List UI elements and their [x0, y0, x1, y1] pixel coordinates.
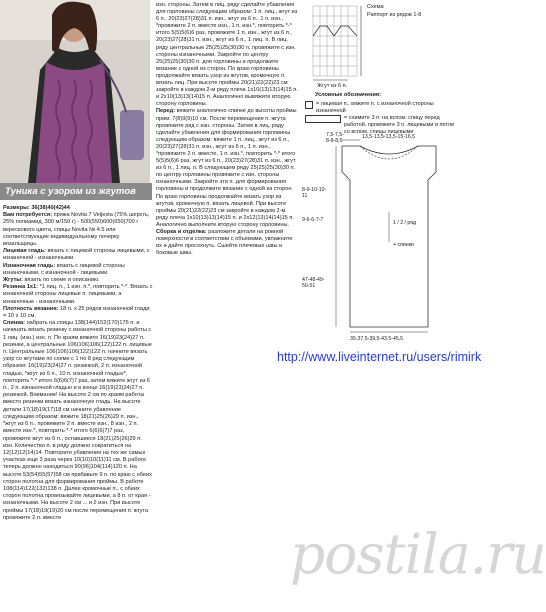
materials-head: Вам потребуется:: [3, 212, 53, 219]
rib-paragraph: [3, 284, 153, 306]
materials-text: пряжа Novita 7 Veljesta (75% шерсть, 25% полиамид, 300 м/150 г) - 500(550)600(650)700 г верескового цвета, спицы Novita № 4.5 или соответствующие индивидуальному почерку вязальщицы.: [3, 212, 150, 248]
assembly-paragraph: [156, 229, 298, 257]
reverse-stockinette-text: вязать с лицевой стороны изнаночными, с изнаночной - лицевыми.: [3, 262, 125, 276]
page-title: Туника с узором из жгутов: [5, 186, 136, 197]
rib-text: *1 лиц. п., 1 изн. п.*, повторить *-*. Вязать с изнаночной стороны лицевые п. лицевыми, а изнаночные - изнаночными.: [3, 284, 153, 305]
legend-item-knit-text: = лицевая п., вяжите п. с изнаночной стороны изнаночной: [316, 100, 434, 114]
source-link[interactable]: http://www.liveinternet.ru/users/rimirk: [277, 350, 482, 364]
legend-head: Условные обозначения:: [315, 92, 381, 98]
schema-top-dims: 7,5-7,5-8-8-8,5: [326, 132, 344, 144]
cables-head: Жгуты:: [3, 277, 23, 284]
title-bar: [0, 183, 152, 200]
stockinette-text: вязать с лицевой стороны лицевыми, с изнаночной - изнаночными.: [3, 248, 150, 262]
front-paragraph: [156, 108, 298, 229]
sizes-text: Размеры: 36(38)40(42)44: [3, 205, 70, 211]
instructions-column-1: [3, 205, 153, 522]
back-continued-text: изн. стороны. Затем в лиц. ряду сделайте убавления для горловины следующим образом: 1 п. лиц., жгут из 6 п., 20(23)27(28)31 п. изн., жгут из 6 п., 1 п. изн., *провяжите 2 п. вместе изн., 1 п. изн.*, повторить *-* итого 5(5)5(6)6 раз, провяжите 1 п. изн., жгут из 6 п., 20(23)27(28)31 п. изн., жгут из 6 п., 1 лиц. п. В лиц. ряду центральные 25(25)25(30)30 п. провяжите с изн. стороны изнаночными. Закройте по центру 25(25)25(30)30 п. для горловины и продолжите вязание с одной из сторон. По краю горловины продолжайте вязать узор из жгутов, кромочную п. вязать лиц. При высоте проймы 20(21)22(22)23 см закройте в каждом 2-м ряду плеча 1х10(13)13(14)15 п. и 2х10(13)13(14)15 п. Аналогично вывяжите вторую сторону горловины.: [156, 2, 298, 108]
materials-paragraph: [3, 212, 153, 248]
garment-schematic: [300, 132, 458, 357]
stockinette-paragraph: [3, 248, 153, 262]
assembly-text: разложите детали на ровной поверхности в соответствии с объемами, увлажните их и дайте просохнуть. Сшейте плечевые швы и боковые швы.: [156, 229, 293, 257]
photo-illustration: [0, 0, 150, 183]
rib-head: Резинка 1х1:: [3, 284, 38, 291]
chart-schema-label: Схема: [367, 4, 384, 10]
postila-watermark: postila.ru: [290, 522, 546, 586]
schema-d2: 9-6-6-7-7: [302, 217, 324, 223]
chart-cable-label: Жгут из 6 п.: [317, 83, 348, 89]
back-head: Спинка:: [3, 320, 26, 327]
front-head: Перед:: [156, 108, 176, 115]
assembly-head: Сборка и отделка:: [156, 229, 207, 235]
front-text: вяжите аналогично спинке до высоты проймы прим. 7(8)9(9)10 см. После перемещения п. жгута провяжите ряд с изн. стороны. Затем в лиц. ряду сделайте убавления для формирования горловины следующим образом: вяжите 1 п. лиц., жгут из 6 п., 20(23)27(28)31 п. изн., жгут из 6 п., 1 п. изн., *провяжите 2 п. вместе, 1 п. изн.*, повторить *-* итого 5(5)5(6)6 раз, жгут из 6 п., 20(23)27(28)31 п. изн., жгут из 6 п., 1 лиц. п. В следующем ряду 25(25)25(30)30 п. по центру горловины провяжите с изн. стороны изнаночными. Закройте эти п. для формирования горловины и продолжите вязание с одной из сторон. По краю горловины продолжайте вязать узор из жгутов, кромочную п. вязать лицевой. При высоте проймы 20(21)22(22)23 см закройте в каждом 2-м ряду плеча 1х10(13)13(14)15 п. и 2х12(13)14(14)15 п. Аналогично выполните вторую сторону горловины.: [156, 108, 297, 228]
cables-text: вязать по схеме и описанию.: [24, 277, 100, 284]
schema-side-height: 47-48-49-50-51: [302, 277, 325, 289]
gauge-text: 18 п. х 25 рядов изнаночной глади = 10 х 10 см.: [3, 305, 150, 320]
legend: [305, 92, 460, 136]
reverse-stockinette-head: Изнаночная гладь:: [3, 262, 56, 269]
back-paragraph: [3, 320, 153, 522]
cable-symbol-icon: [305, 115, 341, 123]
stockinette-head: Лицевая гладь:: [3, 248, 46, 255]
schema-side-note: + спинки: [393, 242, 414, 248]
legend-item-knit: [305, 101, 460, 115]
gauge-paragraph: [3, 306, 153, 320]
instructions-column-2: [156, 2, 298, 257]
gauge-head: Плотность вязания:: [3, 305, 59, 312]
knit-symbol-icon: [305, 101, 313, 109]
back-text: набрать на спицы 138(144)152(170)176 п. и начинать вязать резинку с изнаночной стороны работы с 1 лиц. (изн.) изн. п. По краям вяжите 16(19)23(24)27 п. резинки, а центральные 106(106)106(122)122 п. лицевые п. Центральные 106(106)106(122)122 п. начните вязать узор со жгутами по схеме с 1 по 8 ряд следующим образом: 16(19)23(24)27 п. резинкой, 2 п. изнаночной гладью, *жгут из 6 п., 10 п. изнаночной гладью*, повторить *-* итого 6(6)6(7)7 раз, затем вяжите жгут из 6 п., 2 п. изнаночной гладью и в конце 16(19)23(24)27 п. резинкой. Внимание! На высоте 2 см по краям работы вместо резинки вязать изнаночную гладь. На высоте детали 17(18)19(17)18 см начните убавление следующим образом: вяжите 18(21)25(26)29 п. изн., *жгут из 6 п., провяжите 2 п. вместе изн., 8 изн., 2 п. вместе изн.*, повторить *-* итого 6(6)6(7)7 раз, провяжите жгут из 6 п., оставшиеся 18(21)25(26)29 п. изн. Количество п. в ряду должно сократиться на 12(12)12(14)14. Повторите убавления на тех же самых участках еще 3 раза через 10(10)10(11)11 см. В работе теперь должно находиться 90(96)104(114)120 п. На высоте 53(54)55(57)58 см прибавьте 9 п. по краю с обеих сторон полотна для формирования проймы. В работе 108(114)122(132)138 п. Далее кромочные п., с обеих сторон полотна провязывайте лицевыми, а 8 п. от края - изнаночными. На высоте 2 см ... и 2 изн. При высоте проймы 17(18)19(19)20 см после перемещения п. жгута провяжите 2 п. вместе: [3, 320, 152, 521]
schema-d1: 8-9-10-10-11: [302, 187, 327, 199]
schema-arrow-label: 1 / 2 / ряд: [393, 220, 417, 226]
reverse-stockinette-paragraph: [3, 263, 153, 277]
legend-item-cable-text: = снимите 3 п. на вспом. спицу перед работой, провяжите 3 п. лицевыми и петли со вспом. спицы лицевыми: [344, 115, 455, 135]
schema-bottom: 35-37,5-39,5-43,5-45,5: [350, 336, 404, 342]
chart-repeat-label: Раппорт из рядов 1-8: [367, 12, 422, 18]
schema-neck-dim: 13,5-13,5-13,5-15-16,5: [362, 134, 416, 140]
schematic-drawing: [300, 132, 458, 357]
model-photo: [0, 0, 150, 183]
cables-paragraph: [3, 277, 153, 284]
